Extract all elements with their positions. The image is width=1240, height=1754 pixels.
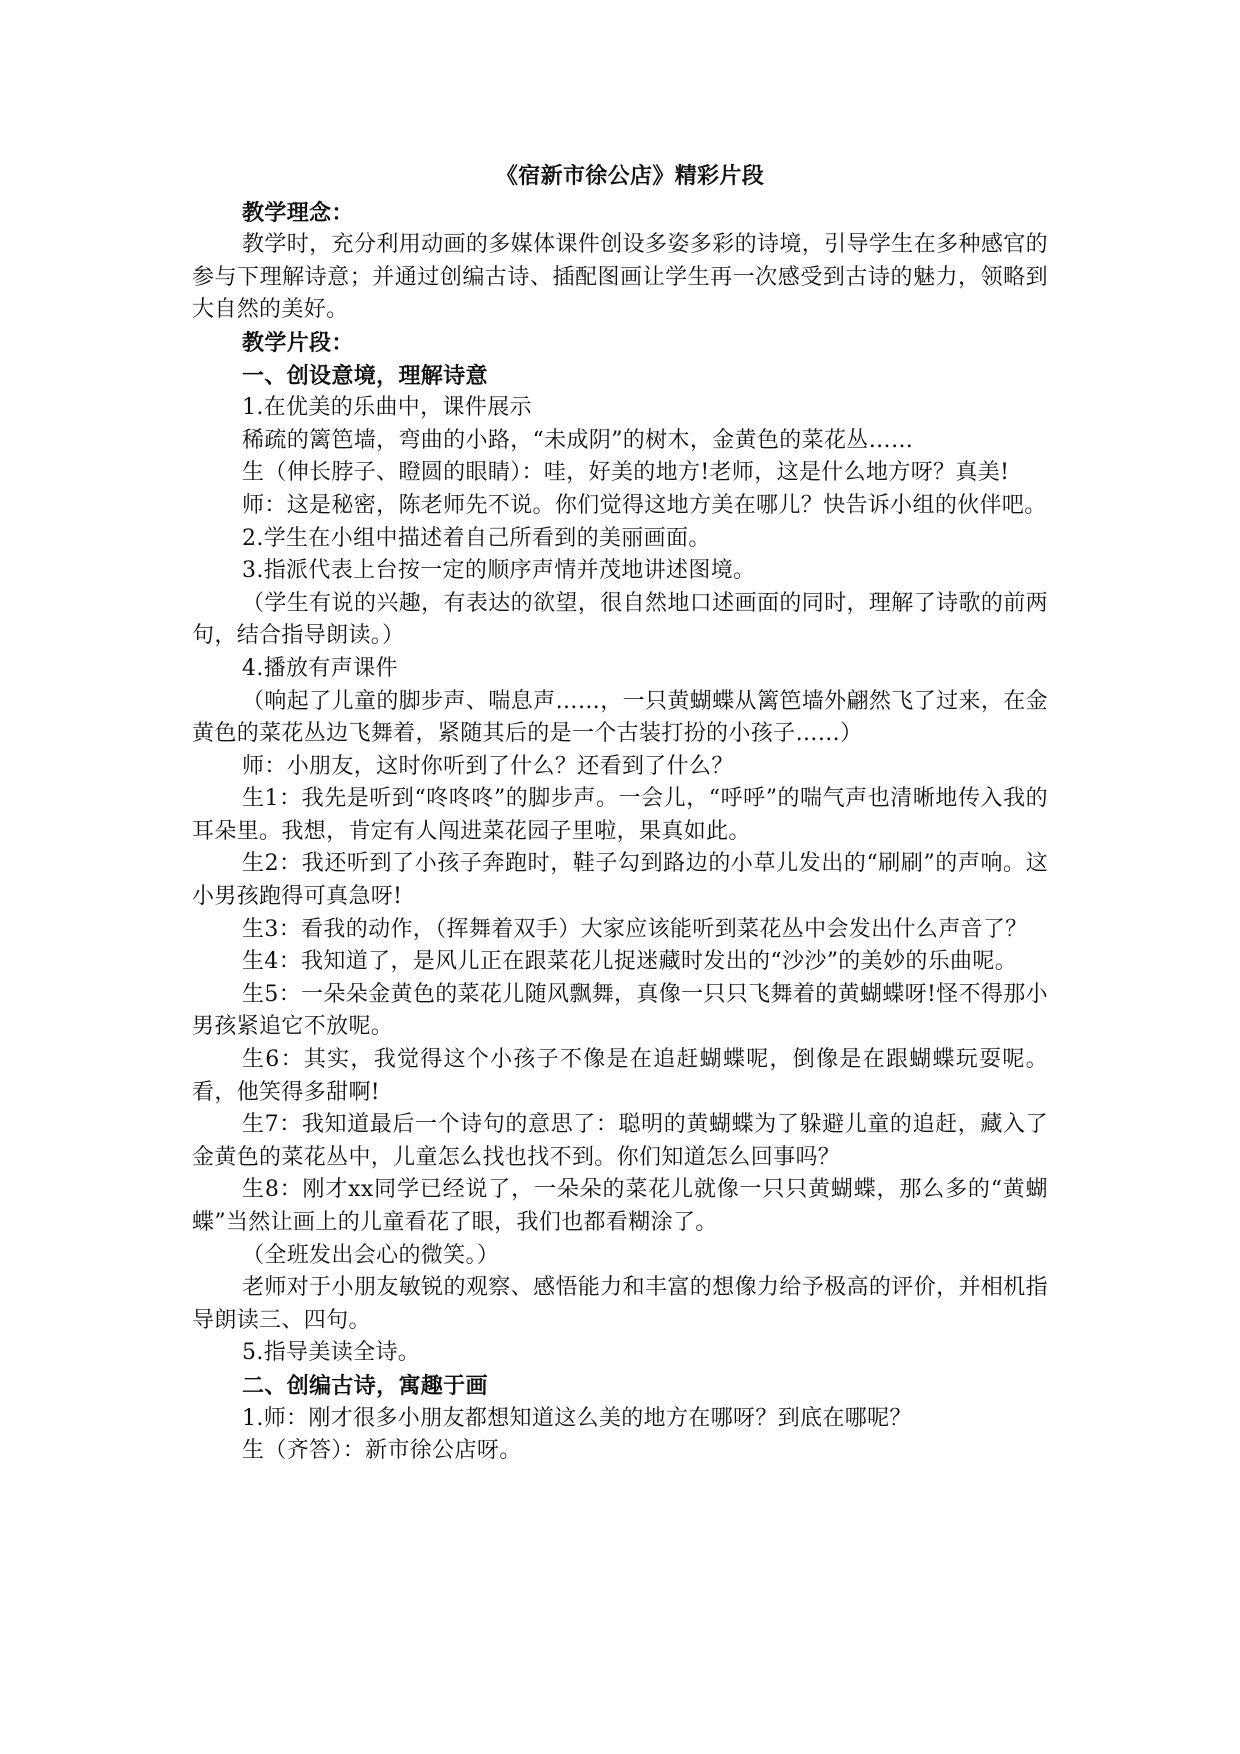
paragraph: （学生有说的兴趣，有表达的欲望，很自然地口述画面的同时，理解了诗歌的前两句，结合指导朗读。）: [192, 590, 1048, 649]
paragraph: 4.播放有声课件: [242, 655, 398, 681]
heading-teaching-segment: 教学片段：: [242, 329, 354, 356]
paragraph: 老师对于小朋友敏锐的观察、感悟能力和丰富的想像力给予极高的评价，并相机指导朗读三、四句。: [192, 1275, 1048, 1333]
document-title: 《宿新市徐公店》精彩片段: [495, 163, 765, 189]
paragraph: 生2：我还听到了小孩子奔跑时，鞋子勾到路边的小草儿发出的“刷刷”的声响。这小男孩跑得可真急呀!: [192, 851, 1048, 910]
paragraph: 3.指派代表上台按一定的顺序声情并茂地讲述图境。: [242, 558, 756, 584]
section-heading-1: 一、创设意境，理解诗意: [242, 362, 488, 389]
paragraph: 生4：我知道了，是风儿正在跟菜花儿捉迷藏时发出的“沙沙”的美妙的乐曲呢。: [242, 949, 1018, 975]
document-page: [192, 160, 1048, 1468]
heading-teaching-concept: 教学理念：: [242, 199, 354, 226]
paragraph: （全班发出会心的微笑。）: [242, 1242, 500, 1268]
document-body: [192, 197, 1048, 1468]
paragraph: 生6：其实，我觉得这个小孩子不像是在追赶蝴蝶呢，倒像是在跟蝴蝶玩耍呢。看，他笑得多甜啊!: [192, 1047, 1048, 1105]
paragraph: 师：这是秘密，陈老师先不说。你们觉得这地方美在哪儿？快告诉小组的伙伴吧。: [242, 492, 1047, 518]
paragraph: 生（伸长脖子、瞪圆的眼睛）：哇，好美的地方!老师，这是什么地方呀？真美!: [242, 460, 1010, 486]
paragraph: 生3：看我的动作，（挥舞着双手）大家应该能听到菜花丛中会发出什么声音了？: [242, 916, 1028, 942]
paragraph: 生8：刚才xx同学已经说了，一朵朵的菜花儿就像一只只黄蝴蝶，那么多的“黄蝴蝶”当然让画上的儿童看花了眼，我们也都看糊涂了。: [192, 1177, 1048, 1235]
paragraph: 生（齐答）：新市徐公店呀。: [242, 1438, 522, 1464]
paragraph: 生7：我知道最后一个诗句的意思了：聪明的黄蝴蝶为了躲避儿童的追赶，藏入了金黄色的菜花丛中，儿童怎么找也找不到。你们知道怎么回事吗？: [192, 1112, 1048, 1170]
paragraph: 1.师：刚才很多小朋友都想知道这么美的地方在哪呀？到底在哪呢？: [242, 1405, 912, 1431]
paragraph: 5.指导美读全诗。: [242, 1340, 421, 1366]
paragraph: 稀疏的篱笆墙，弯曲的小路，“未成阴”的树木，金黄色的菜花丛……: [242, 427, 914, 453]
paragraph: （响起了儿童的脚步声、喘息声……，一只黄蝴蝶从篱笆墙外翩然飞了过来，在金黄色的菜花丛边飞舞着，紧随其后的是一个古装打扮的小孩子……）: [192, 688, 1048, 747]
section-heading-2: 二、创编古诗，寓趣于画: [242, 1372, 488, 1399]
paragraph: 师：小朋友，这时你听到了什么？还看到了什么？: [242, 753, 734, 779]
paragraph: 生1：我先是听到“咚咚咚”的脚步声。一会儿，“呼呼”的喘气声也清晰地传入我的耳朵里。我想，肯定有人闯进菜花园子里啦，果真如此。: [192, 786, 1048, 844]
paragraph: 2.学生在小组中描述着自己所看到的美丽画面。: [242, 525, 711, 551]
paragraph: 1.在优美的乐曲中，课件展示: [242, 395, 532, 421]
paragraph: 教学时，充分利用动画的多媒体课件创设多姿多彩的诗境，引导学生在多种感官的参与下理解诗意；并通过创编古诗、插配图画让学生再一次感受到古诗的魅力，领略到大自然的美好。: [192, 232, 1048, 323]
paragraph: 生5：一朵朵金黄色的菜花儿随风飘舞，真像一只只飞舞着的黄蝴蝶呀!怪不得那小男孩紧追它不放呢。: [192, 981, 1048, 1040]
